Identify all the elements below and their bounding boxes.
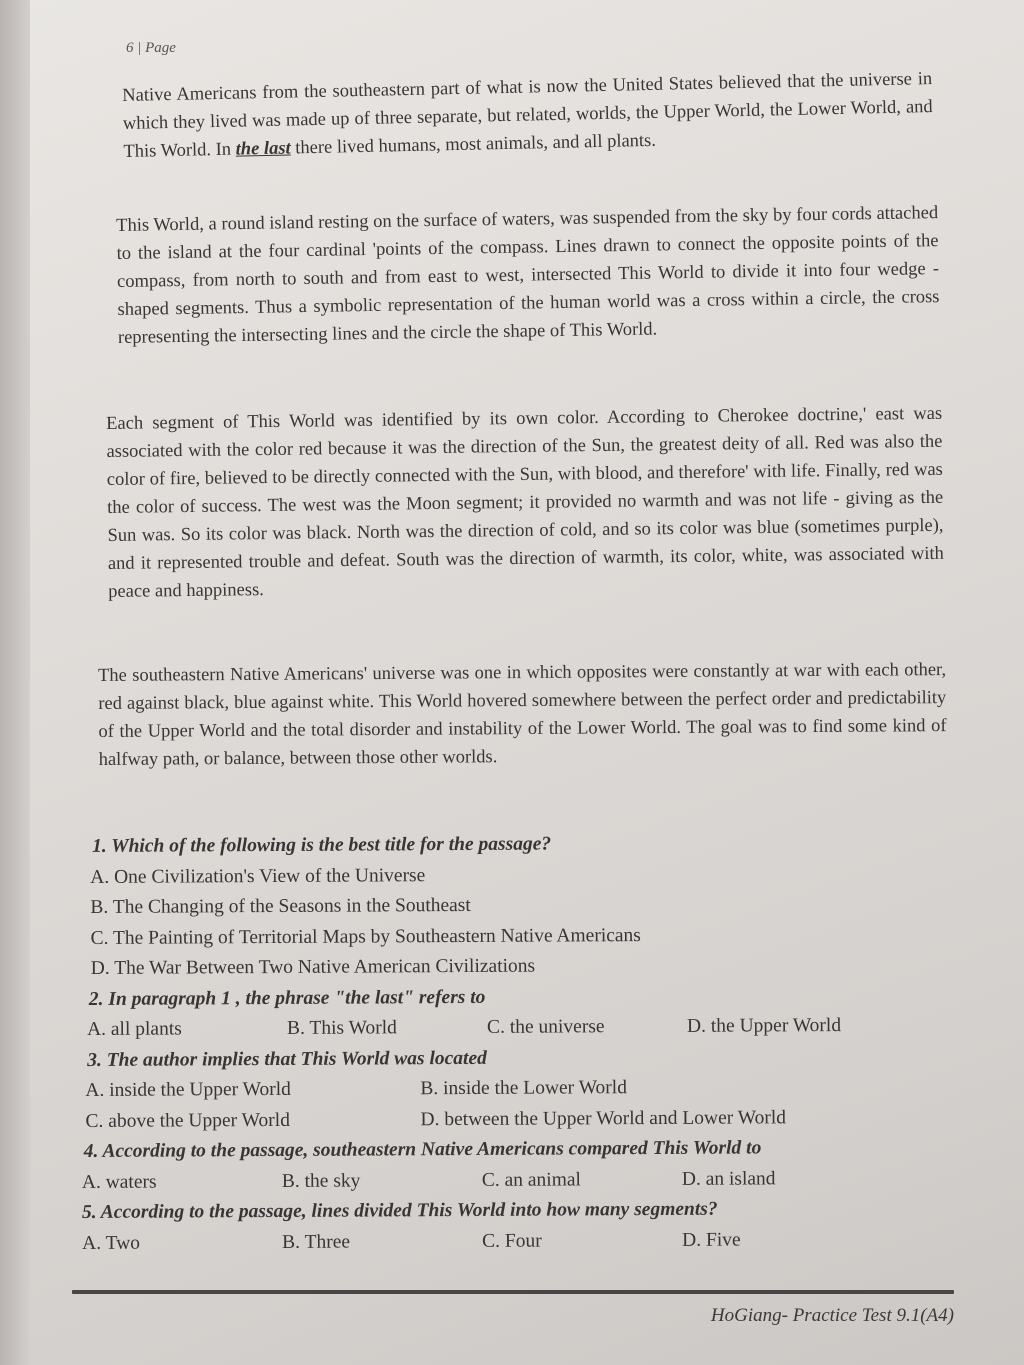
question-5-option-b: B. Three xyxy=(282,1231,351,1253)
question-1-options xyxy=(80,858,961,985)
paragraph-4: The southeastern Native Americans' universe was one in which opposites were constantly at war with each other, red against black, blue against white. This World hovered somewhere between the perfect order and predictability of the Upper World and the total disorder and instability of the Lower World. The goal was to find some kind of halfway path, or balance, between those other worlds. xyxy=(98,660,947,770)
question-4-option-c: C. an animal xyxy=(481,1168,581,1191)
question-2-option-b: B. This World xyxy=(286,1017,397,1039)
paragraph-2: This World, a round island resting on the surface of waters, was suspended from the sky by four cords attached to the island at the four cardinal 'points of the compass. Lines drawn to connect the opposite points of the compass, from north to south and from east to west, intersected This World to divide it into four wedge - shaped segments. Thus a symbolic representation of the human world was a cross within a circle, the cross representing the intersecting lines and the circle the shape of This World. xyxy=(116,203,940,348)
question-5-options xyxy=(82,1224,962,1259)
question-4-option-d: D. an island xyxy=(681,1167,776,1190)
question-2-options xyxy=(81,1010,961,1045)
question-3-options-row-2 xyxy=(81,1102,961,1137)
question-4-option-a: A. waters xyxy=(81,1171,157,1193)
question-3-option-a: A. inside the Upper World xyxy=(85,1078,291,1101)
question-5-option-d: D. Five xyxy=(682,1229,741,1251)
question-1-option-a: A. One Civilization's View of the Universe xyxy=(90,864,426,888)
question-4-options xyxy=(82,1163,962,1198)
question-3-option-d: D. between the Upper World and Lower World xyxy=(420,1106,787,1130)
underlined-phrase-the-last: the last xyxy=(235,138,291,160)
question-4-option-b: B. the sky xyxy=(281,1170,361,1192)
question-list xyxy=(80,827,962,1259)
question-2-option-c: C. the universe xyxy=(486,1016,605,1038)
question-4-stem: 4. According to the passage, southeastern Native Americans compared This World to xyxy=(83,1137,762,1162)
paragraph-3: Each segment of This World was identified by its own color. According to Cherokee doctrine,' east was associated with the color red because it was the direction of the Sun, the greatest deity of all. Red was also the color of fire, believed to be directly connected with the Sun, with blood, and therefore' with life. Finally, red was the color of success. The west was the Moon segment; it provided no warmth and was not life - giving as the Sun was. So its color was black. North was the direction of cold, and so its color was blue (sometimes purple), and it represented trouble and defeat. South was the direction of warmth, its color, white, was associated with peace and happiness. xyxy=(106,403,944,602)
question-1-stem: 1. Which of the following is the best title for the passage? xyxy=(92,833,552,857)
page-edge-shadow xyxy=(0,0,30,1365)
page-number: 6 | Page xyxy=(126,40,176,56)
question-5-stem: 5. According to the passage, lines divided This World into how many segments? xyxy=(81,1198,718,1223)
question-3-option-c: C. above the Upper World xyxy=(85,1109,290,1132)
footer-text: HoGiang- Practice Test 9.1(A4) xyxy=(710,1305,954,1326)
paragraph-1 xyxy=(122,65,934,166)
question-1-option-d: D. The War Between Two Native American Civilizations xyxy=(90,955,536,979)
question-3-option-b: B. inside the Lower World xyxy=(420,1077,627,1100)
question-2-option-d: D. the Upper World xyxy=(686,1015,842,1037)
paragraph-1-text-end: there lived humans, most animals, and all plants. xyxy=(290,130,657,159)
question-2-option-a: A. all plants xyxy=(86,1018,182,1040)
paragraph-1-text-start: Native Americans from the southeastern part of what is now the United States believed that the universe in which they lived was made up of three separate, but related, worlds, the Upper World, the Lower World, and This World. In xyxy=(122,69,933,162)
question-1-option-c: C. The Painting of Territorial Maps by Southeastern Native Americans xyxy=(90,924,641,949)
question-2-stem: 2. In paragraph 1 , the phrase "the last" refers to xyxy=(88,986,486,1010)
footer-divider xyxy=(72,1290,954,1294)
question-3-options-row-1 xyxy=(81,1071,961,1106)
question-5-option-a: A. Two xyxy=(82,1232,141,1254)
question-1-option-b: B. The Changing of the Seasons in the Southeast xyxy=(90,894,471,918)
question-5-option-c: C. Four xyxy=(482,1230,542,1252)
question-3-stem: 3. The author implies that This World was located xyxy=(87,1047,487,1071)
